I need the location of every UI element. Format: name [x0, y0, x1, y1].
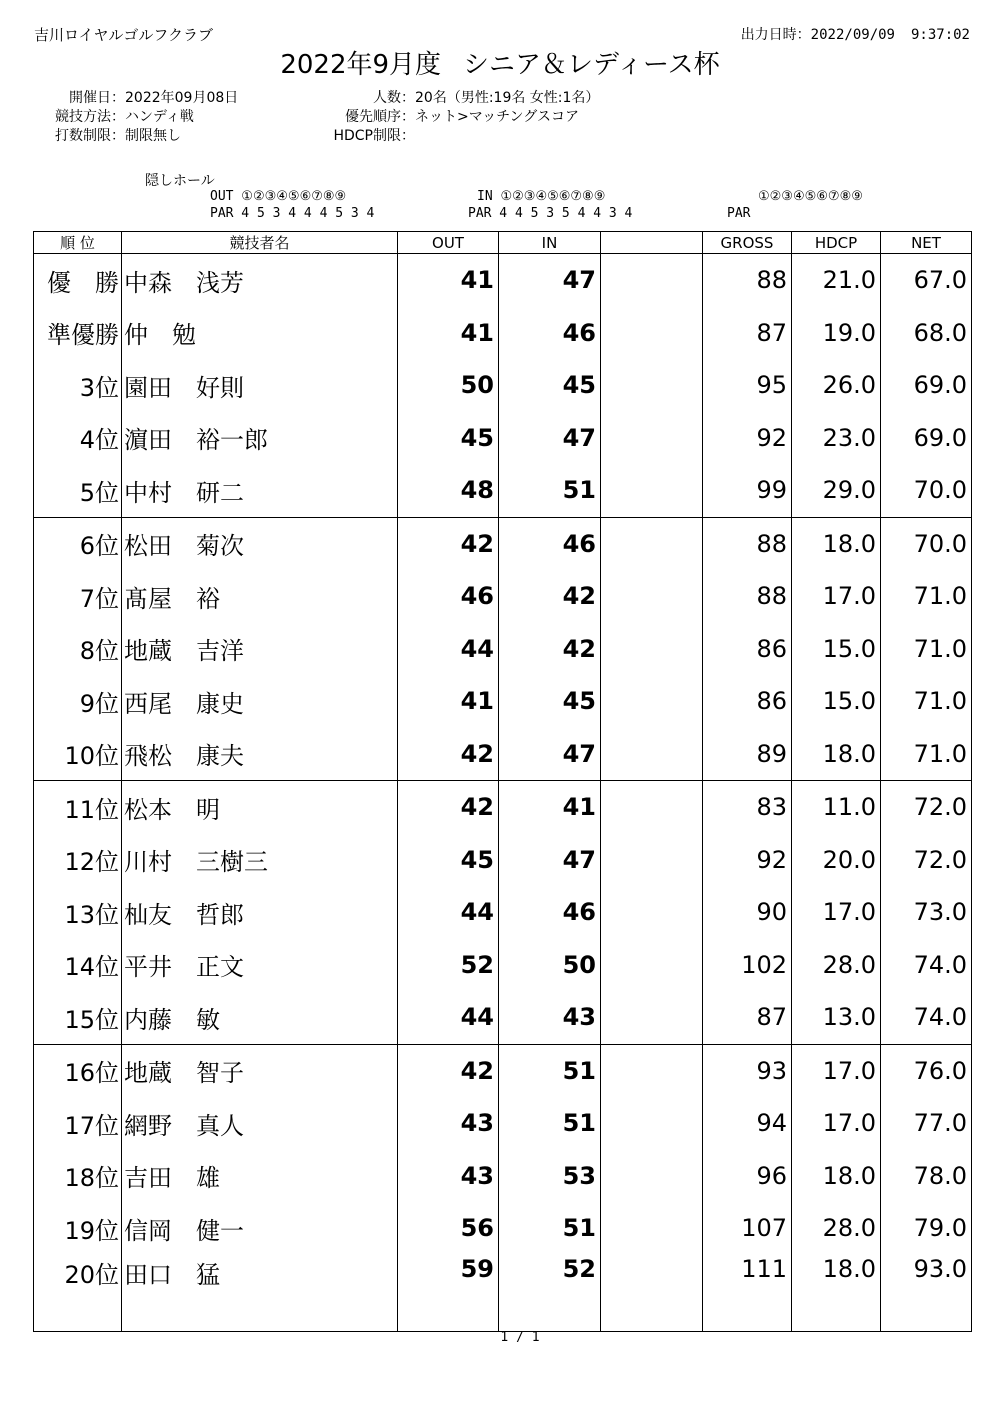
meta-priority-value: ネット>マッチングスコア [415, 109, 580, 125]
meta-priority [290, 106, 579, 126]
hdcp-value: 18.0 [792, 1255, 881, 1332]
hidden-holes-extra-par: PAR [727, 206, 751, 221]
title-sub: シニア＆レディース杯 [463, 50, 720, 80]
blank-cell [601, 728, 703, 781]
table-row [34, 412, 972, 465]
blank-cell [601, 1097, 703, 1150]
gross-score: 93 [703, 1044, 792, 1097]
rank-cell: 8位 [34, 623, 122, 676]
net-score: 69.0 [881, 412, 972, 465]
gross-score: 96 [703, 1150, 792, 1203]
table-row [34, 517, 972, 570]
meta-hdcp-label: HDCP制限： [333, 128, 415, 144]
blank-cell [601, 1044, 703, 1097]
net-score: 74.0 [881, 991, 972, 1044]
hidden-holes-in: IN ①②③④⑤⑥⑦⑧⑨ [477, 189, 606, 204]
meta-method-label: 競技方法： [55, 109, 125, 125]
gross-score: 99 [703, 464, 792, 517]
hdcp-value: 21.0 [792, 254, 881, 307]
header-gross: GROSS [703, 232, 792, 254]
player-name: 濵田 裕一郎 [122, 412, 398, 465]
in-score: 52 [499, 1255, 601, 1332]
rank-cell: 5位 [34, 464, 122, 517]
in-score: 41 [499, 781, 601, 834]
table-row [34, 359, 972, 412]
in-score: 51 [499, 1097, 601, 1150]
net-score: 70.0 [881, 517, 972, 570]
player-name: 髙屋 裕 [122, 570, 398, 623]
rank-cell: 優 勝 [34, 254, 122, 307]
player-name: 松田 菊次 [122, 517, 398, 570]
table-row [34, 728, 972, 781]
meta-priority-label: 優先順序： [345, 109, 415, 125]
out-score: 48 [398, 464, 499, 517]
blank-cell [601, 834, 703, 887]
player-name: 田口 猛 [122, 1255, 398, 1332]
hdcp-value: 29.0 [792, 464, 881, 517]
in-score: 42 [499, 570, 601, 623]
blank-cell [601, 1255, 703, 1332]
meta-limit-label: 打数制限： [55, 128, 125, 144]
out-score: 44 [398, 886, 499, 939]
hdcp-value: 15.0 [792, 623, 881, 676]
meta-count-label: 人数： [373, 90, 415, 106]
gross-score: 87 [703, 991, 792, 1044]
table-header-row [34, 232, 972, 254]
hdcp-value: 19.0 [792, 307, 881, 360]
blank-cell [601, 886, 703, 939]
net-score: 71.0 [881, 570, 972, 623]
in-score: 47 [499, 254, 601, 307]
hdcp-value: 28.0 [792, 1202, 881, 1255]
in-score: 42 [499, 623, 601, 676]
results-table [33, 231, 972, 1332]
rank-cell: 4位 [34, 412, 122, 465]
blank-cell [601, 307, 703, 360]
in-score: 50 [499, 939, 601, 992]
blank-cell [601, 254, 703, 307]
gross-score: 90 [703, 886, 792, 939]
blank-cell [601, 991, 703, 1044]
player-name: 信岡 健一 [122, 1202, 398, 1255]
rank-cell: 3位 [34, 359, 122, 412]
table-row [34, 1044, 972, 1097]
gross-score: 92 [703, 412, 792, 465]
header-name: 競技者名 [122, 232, 398, 254]
blank-cell [601, 675, 703, 728]
hdcp-value: 20.0 [792, 834, 881, 887]
gross-score: 88 [703, 570, 792, 623]
net-score: 79.0 [881, 1202, 972, 1255]
out-score: 41 [398, 307, 499, 360]
in-score: 46 [499, 886, 601, 939]
table-row [34, 570, 972, 623]
rank-cell: 16位 [34, 1044, 122, 1097]
rank-cell: 15位 [34, 991, 122, 1044]
in-score: 46 [499, 307, 601, 360]
hdcp-value: 17.0 [792, 1044, 881, 1097]
blank-cell [601, 570, 703, 623]
hidden-holes-extra: ①②③④⑤⑥⑦⑧⑨ [758, 189, 863, 204]
player-name: 地蔵 智子 [122, 1044, 398, 1097]
player-name: 地蔵 吉洋 [122, 623, 398, 676]
page-number: 1 / 1 [500, 1330, 540, 1345]
player-name: 園田 好則 [122, 359, 398, 412]
hidden-holes-in-par: PAR 4 4 5 3 5 4 4 3 4 [468, 206, 633, 221]
in-score: 51 [499, 464, 601, 517]
rank-cell: 20位 [34, 1255, 122, 1332]
rank-cell: 6位 [34, 517, 122, 570]
gross-score: 86 [703, 623, 792, 676]
net-score: 71.0 [881, 623, 972, 676]
title-main: 2022年9月度 [280, 50, 442, 80]
out-score: 42 [398, 517, 499, 570]
blank-cell [601, 623, 703, 676]
meta-date [33, 87, 238, 107]
header-net: NET [881, 232, 972, 254]
rank-cell: 12位 [34, 834, 122, 887]
hdcp-value: 18.0 [792, 517, 881, 570]
header-hdcp: HDCP [792, 232, 881, 254]
blank-cell [601, 939, 703, 992]
hdcp-value: 15.0 [792, 675, 881, 728]
net-score: 71.0 [881, 728, 972, 781]
out-score: 52 [398, 939, 499, 992]
meta-date-value: 2022年09月08日 [125, 90, 239, 106]
in-score: 47 [499, 728, 601, 781]
hdcp-value: 17.0 [792, 1097, 881, 1150]
net-score: 70.0 [881, 464, 972, 517]
player-name: 杣友 哲郎 [122, 886, 398, 939]
printed-time: 9:37:02 [910, 27, 970, 43]
blank-cell [601, 1202, 703, 1255]
in-score: 51 [499, 1202, 601, 1255]
out-score: 59 [398, 1255, 499, 1332]
hdcp-value: 23.0 [792, 412, 881, 465]
out-score: 42 [398, 728, 499, 781]
out-score: 46 [398, 570, 499, 623]
rank-cell: 14位 [34, 939, 122, 992]
net-score: 73.0 [881, 886, 972, 939]
rank-cell: 10位 [34, 728, 122, 781]
in-score: 45 [499, 675, 601, 728]
net-score: 76.0 [881, 1044, 972, 1097]
gross-score: 87 [703, 307, 792, 360]
meta-count-value: 20名（男性:19名 女性:1名） [415, 90, 600, 106]
blank-cell [601, 781, 703, 834]
rank-cell: 11位 [34, 781, 122, 834]
hdcp-value: 18.0 [792, 728, 881, 781]
hdcp-value: 13.0 [792, 991, 881, 1044]
blank-cell [601, 1150, 703, 1203]
meta-count [290, 87, 599, 107]
rank-cell: 19位 [34, 1202, 122, 1255]
gross-score: 88 [703, 517, 792, 570]
hdcp-value: 17.0 [792, 570, 881, 623]
player-name: 網野 真人 [122, 1097, 398, 1150]
table-row [34, 254, 972, 307]
in-score: 43 [499, 991, 601, 1044]
out-score: 43 [398, 1150, 499, 1203]
player-name: 平井 正文 [122, 939, 398, 992]
in-score: 51 [499, 1044, 601, 1097]
meta-date-label: 開催日： [69, 90, 125, 106]
hdcp-value: 28.0 [792, 939, 881, 992]
hdcp-value: 11.0 [792, 781, 881, 834]
gross-score: 94 [703, 1097, 792, 1150]
rank-cell: 17位 [34, 1097, 122, 1150]
player-name: 西尾 康史 [122, 675, 398, 728]
table-row [34, 886, 972, 939]
table-row [34, 1097, 972, 1150]
table-row [34, 1255, 972, 1332]
hdcp-value: 26.0 [792, 359, 881, 412]
in-score: 47 [499, 412, 601, 465]
player-name: 川村 三樹三 [122, 834, 398, 887]
hidden-holes-label: 隠しホール [145, 173, 215, 189]
hidden-holes-out: OUT ①②③④⑤⑥⑦⑧⑨ [210, 189, 347, 204]
meta-limit-value: 制限無し [125, 128, 181, 144]
in-score: 45 [499, 359, 601, 412]
out-score: 45 [398, 834, 499, 887]
rank-cell: 18位 [34, 1150, 122, 1203]
player-name: 松本 明 [122, 781, 398, 834]
net-score: 71.0 [881, 675, 972, 728]
net-score: 78.0 [881, 1150, 972, 1203]
table-row [34, 1150, 972, 1203]
player-name: 中村 研二 [122, 464, 398, 517]
in-score: 53 [499, 1150, 601, 1203]
out-score: 45 [398, 412, 499, 465]
in-score: 46 [499, 517, 601, 570]
blank-cell [601, 464, 703, 517]
in-score: 47 [499, 834, 601, 887]
meta-hdcp [290, 125, 415, 145]
gross-score: 111 [703, 1255, 792, 1332]
gross-score: 92 [703, 834, 792, 887]
net-score: 72.0 [881, 781, 972, 834]
header-rank: 順 位 [34, 232, 122, 254]
net-score: 72.0 [881, 834, 972, 887]
rank-cell: 9位 [34, 675, 122, 728]
gross-score: 107 [703, 1202, 792, 1255]
blank-cell [601, 359, 703, 412]
out-score: 56 [398, 1202, 499, 1255]
out-score: 43 [398, 1097, 499, 1150]
table-row [34, 675, 972, 728]
rank-cell: 7位 [34, 570, 122, 623]
gross-score: 86 [703, 675, 792, 728]
table-row [34, 1202, 972, 1255]
page-title [0, 44, 1000, 81]
net-score: 67.0 [881, 254, 972, 307]
blank-cell [601, 517, 703, 570]
gross-score: 88 [703, 254, 792, 307]
out-score: 44 [398, 623, 499, 676]
net-score: 68.0 [881, 307, 972, 360]
table-row [34, 464, 972, 517]
table-row [34, 939, 972, 992]
meta-limit [33, 125, 181, 145]
out-score: 41 [398, 675, 499, 728]
printed-datetime [741, 24, 970, 44]
hdcp-value: 18.0 [792, 1150, 881, 1203]
printed-date: 出力日時：2022/09/09 [740, 27, 895, 43]
hdcp-value: 17.0 [792, 886, 881, 939]
rank-cell: 準優勝 [34, 307, 122, 360]
gross-score: 102 [703, 939, 792, 992]
player-name: 内藤 敏 [122, 991, 398, 1044]
out-score: 42 [398, 1044, 499, 1097]
player-name: 飛松 康夫 [122, 728, 398, 781]
net-score: 93.0 [881, 1255, 972, 1332]
table-row [34, 834, 972, 887]
net-score: 77.0 [881, 1097, 972, 1150]
table-row [34, 307, 972, 360]
meta-method-value: ハンディ戦 [125, 109, 194, 125]
gross-score: 83 [703, 781, 792, 834]
table-row [34, 991, 972, 1044]
header-blank [601, 232, 703, 254]
club-name: 吉川ロイヤルゴルフクラブ [34, 26, 213, 44]
out-score: 41 [398, 254, 499, 307]
meta-method [33, 106, 194, 126]
out-score: 50 [398, 359, 499, 412]
out-score: 42 [398, 781, 499, 834]
rank-cell: 13位 [34, 886, 122, 939]
player-name: 中森 浅芳 [122, 254, 398, 307]
blank-cell [601, 412, 703, 465]
player-name: 吉田 雄 [122, 1150, 398, 1203]
header-out: OUT [398, 232, 499, 254]
table-row [34, 781, 972, 834]
gross-score: 89 [703, 728, 792, 781]
net-score: 74.0 [881, 939, 972, 992]
net-score: 69.0 [881, 359, 972, 412]
player-name: 仲 勉 [122, 307, 398, 360]
table-row [34, 623, 972, 676]
gross-score: 95 [703, 359, 792, 412]
out-score: 44 [398, 991, 499, 1044]
header-in: IN [499, 232, 601, 254]
hidden-holes-out-par: PAR 4 5 3 4 4 4 5 3 4 [210, 206, 375, 221]
